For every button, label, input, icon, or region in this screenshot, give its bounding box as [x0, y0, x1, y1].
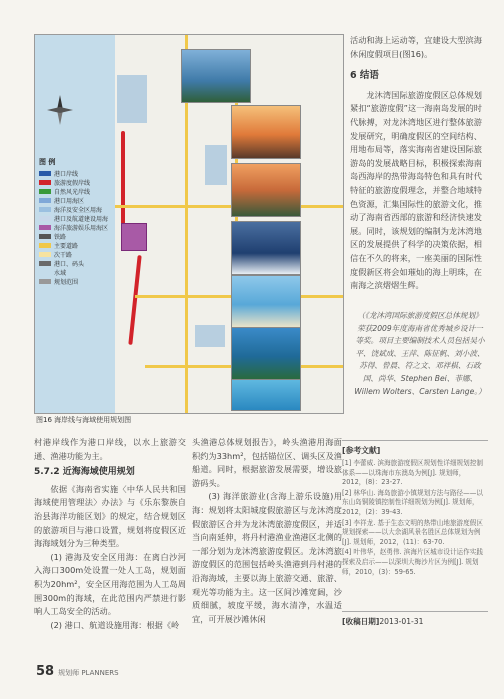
legend-swatch: [39, 207, 51, 212]
section-6-heading: 6 结语: [350, 70, 379, 82]
references-title: [参考文献]: [342, 446, 381, 455]
legend-label: 旅游度假岸线: [54, 180, 91, 187]
legend-item: [39, 205, 117, 214]
legend-swatch: [39, 198, 51, 203]
legend-label: 海洋及安全区用海: [54, 207, 103, 214]
photo-ocean-surf: [231, 379, 301, 411]
port-waters: [117, 75, 147, 123]
legend-swatch: [39, 216, 51, 221]
project-credits: （《龙沐湾国际旅游度假区总体规划》荣获2009年度海南省优秀城乡设计一等奖。项目主要编制技术人员包括吴小平、饶斌成、王萍、陈征帆、刘小波、苏得、曾晨、符之文、邓祥棋、石政国、尚华、Stephen Bei、菲娜、Willem Wolters、Carsten Lange。）: [354, 311, 486, 396]
main-road: [115, 205, 343, 208]
legend-label: 港口岸线: [54, 171, 79, 178]
received-value: 2013-01-31: [379, 617, 424, 626]
references: [342, 440, 488, 578]
legend-item: [39, 169, 117, 178]
received-date: [342, 611, 488, 627]
legend-item: [39, 196, 117, 205]
legend-swatch: [39, 180, 51, 185]
legend-item: [39, 214, 117, 223]
legend-label: 港口、码头: [54, 261, 85, 268]
legend-item: [39, 232, 117, 241]
col-a-para-3: (2) 港口、航道设施用海：根据《岭: [50, 619, 180, 630]
legend-swatch: [39, 171, 51, 176]
legend-label: 水域: [54, 270, 67, 277]
legend-swatch: [39, 279, 51, 284]
column-b: [192, 436, 342, 626]
legend-label: 铁路: [54, 234, 67, 241]
legend-label: 主要道路: [54, 243, 79, 250]
legend-label: 规划范围: [54, 279, 79, 286]
right-para-1: 活动和海上运动等，宜建设大型滨海休闲度假项目(图16)。: [350, 35, 482, 59]
photo-tropical-coast: [231, 327, 301, 381]
north-arrow-icon: [47, 95, 73, 125]
col-a-para-1: 依据《海南省实施〈中华人民共和国海域使用管理法〉办法》与《乐东黎族自治县海洋功能区划》的规定，结合规划区的旅游项目与港口设置，规划将度假区近海海域划分为三种类型。: [34, 483, 186, 549]
legend-item: [39, 223, 117, 232]
figure-caption: 图16 海岸线与海域使用规划图: [36, 416, 132, 424]
legend-swatch: [39, 225, 51, 230]
reference-item: [2] 林华山. 海岛旅游小镇规划方法与路径——以东山岛铜陵镇控制性详细规划为例[J]. 规划师，2012，(2)：39-43.: [342, 488, 483, 516]
legend-swatch: [39, 261, 51, 266]
legend-item: [39, 241, 117, 250]
col-b-para-2: (3) 海洋旅游业(含海上游乐设施)用海：规划将太阳城度假旅游区与龙沐湾度假旅游区合并为龙沐湾旅游度假区，并适当向南延伸，将丹村港渔业渔港区北侧的一部分划为龙沐湾旅游度假区。龙沐湾旅游度假区的范围包括岭头渔港到丹村港的沿海海域，主要以海上旅游交通、旅游、观光等功能为主。这一区间沙滩宽阔，沙质细腻，坡度平缓，海水清净，水温适宜，可开展沙滩休闲: [192, 491, 342, 624]
legend-item: [39, 187, 117, 196]
legend-swatch: [39, 189, 51, 194]
reference-item: [4] 叶伟华，赵勇伟. 滨海片区城市设计运作实践探索及启示——以深圳大梅沙片区为例[J]. 规划师，2010，(3)：59-65.: [342, 548, 483, 576]
legend-item: [39, 259, 117, 268]
photo-sunset-couple: [231, 105, 301, 159]
col-b-para-1: 头渔港总体规划报告》，岭头渔港用海面积约为33hm²，包括锚位区、调头区及渔船道。同时，根据旅游发展需要，增设旅游码头。: [192, 437, 342, 488]
legend-swatch: [39, 252, 51, 257]
col-a-para-2: (1) 港海及安全区用海：在离白沙河入海口300m处设置一处人工岛，规划面积为20hm²，安全区用海范围为人工岛周围300m的海域，在此范围内严禁进行影响人工岛安全的活动。: [34, 551, 186, 617]
legend-label: 港口及航道建设用海: [54, 216, 109, 223]
legend-item: [39, 250, 117, 259]
legend-label: 港口用海区: [54, 198, 85, 205]
planning-map-figure: [34, 34, 344, 414]
inland-water: [195, 325, 225, 347]
photo-resort-beach: [231, 275, 301, 329]
reference-item: [1] 李蕾威. 滨海旅游度假区规划性详细规划控制体系——以珠海市东澳岛为例[J]. 规划师，2012，(8)：23-27.: [342, 459, 483, 487]
page-footer: [36, 664, 119, 679]
received-label: [收稿日期]: [342, 617, 380, 626]
right-column: [350, 34, 482, 293]
legend-label: 自然风光岸线: [54, 189, 91, 196]
inland-water: [205, 145, 227, 185]
reference-item: [3] 李祥龙. 基于生态文明的热带山地旅游度假区规划探索——以大余湖风景名胜区总体规划为例[J]. 规划师，2012，(11)：63-70.: [342, 518, 483, 546]
marine-recreation-zone: [121, 223, 147, 251]
col-a-para-top: 村港岸线作为港口岸线，以水上旅游交通、渔港功能为主。: [34, 437, 186, 461]
photo-palm-beach: [231, 163, 301, 217]
legend-item: [39, 178, 117, 187]
photo-yacht: [231, 221, 301, 275]
right-para-2: 龙沐湾国际旅游度假区总体规划紧扣“旅游度假”这一海南岛发展的时代脉搏，对龙沐湾地区进行整体旅游发展研究，明确度假区的空间结构、用地布局等，落实海南省建设国际旅游岛的发展战略目标，积极探索海南岛西海岸的热带海岛特色和具有时代特征的旅游度假理念，并整合地域特色资源，汇集国际性的旅游文化，推动了海南省西部的旅游和经济快速发展。同时，该规划的编制为龙沐湾地区的发展提供了科学的决策依据，相信在不久的将来，一座美丽的国际性度假新区将会如璀灿的海上明珠，在南海之滨熠熠生辉。: [350, 89, 482, 291]
page-number: 58: [36, 664, 55, 679]
legend-item: [39, 277, 117, 286]
legend-item: [39, 268, 117, 277]
legend-swatch: [39, 243, 51, 248]
legend-title: 图 例: [39, 158, 56, 166]
legend-swatch: [39, 270, 51, 275]
legend-label: 次干路: [54, 252, 73, 259]
legend-label: 海洋旅游娱乐用海区: [54, 225, 109, 232]
column-a: [34, 436, 186, 632]
subsection-heading: 5.7.2 近海海域使用规划: [34, 467, 135, 478]
map-legend: [39, 157, 117, 286]
magazine-name: 规划师 PLANNERS: [58, 669, 119, 677]
legend-swatch: [39, 234, 51, 239]
photo-aerial-coast: [181, 49, 251, 103]
